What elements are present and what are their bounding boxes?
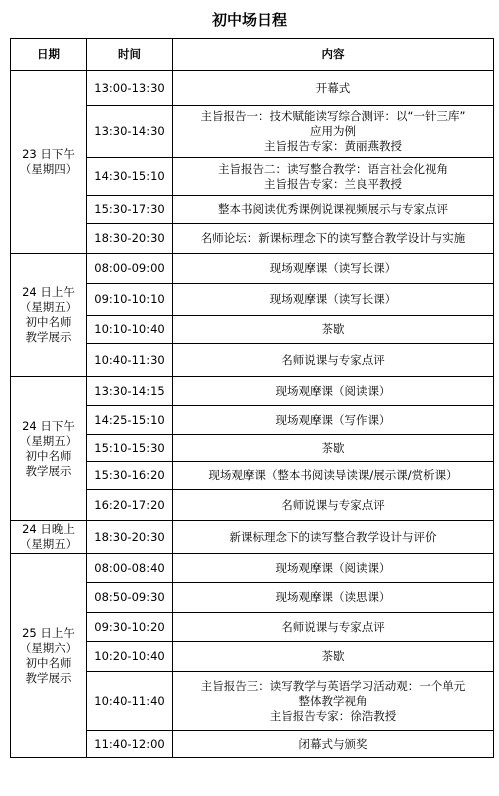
day-line: （星期六） bbox=[19, 640, 78, 655]
day-line: 教学展示 bbox=[25, 463, 72, 478]
day-line: 23 日下午 bbox=[22, 147, 75, 161]
schedule-row bbox=[11, 377, 494, 406]
content-cell bbox=[173, 462, 494, 490]
content-line: 应用为例 bbox=[310, 124, 356, 138]
content-line: 开幕式 bbox=[315, 80, 351, 95]
content-cell bbox=[173, 521, 494, 554]
header-time: 时间 bbox=[87, 39, 173, 71]
day-line: 25 日上午 bbox=[22, 625, 75, 640]
day-line: 教学展示 bbox=[25, 330, 72, 344]
day-line: 初中名师 bbox=[25, 655, 72, 670]
content-line: 现场观摩课（阅读课） bbox=[275, 560, 391, 575]
content-cell bbox=[173, 196, 494, 224]
content-cell bbox=[173, 613, 494, 642]
time-cell: 18:30-20:30 bbox=[87, 521, 173, 554]
content-line: 现场观摩课（读写长课） bbox=[269, 292, 397, 306]
content-line: 名师说课与专家点评 bbox=[281, 619, 385, 634]
page-title: 初中场日程 bbox=[211, 11, 287, 29]
day-cell bbox=[11, 521, 87, 554]
day-line: 24 日晚上 bbox=[22, 522, 75, 536]
header-content: 内容 bbox=[173, 39, 494, 71]
day-line: 24 日下午 bbox=[22, 418, 75, 433]
schedule-body bbox=[11, 71, 494, 758]
time-cell: 13:00-13:30 bbox=[87, 71, 173, 106]
content-cell bbox=[173, 583, 494, 613]
content-line: 新课标理念下的读写整合教学设计与评价 bbox=[229, 529, 437, 544]
content-line: 茶歇 bbox=[321, 649, 345, 663]
content-cell bbox=[173, 158, 494, 196]
schedule-row bbox=[11, 554, 494, 583]
content-cell bbox=[173, 672, 494, 731]
content-cell bbox=[173, 554, 494, 583]
day-cell bbox=[11, 254, 87, 377]
content-line: 主旨报告专家：黄丽燕教授 bbox=[264, 139, 402, 153]
day-line: （星期五） bbox=[19, 433, 78, 448]
content-line: 现场观摩课（整本书阅读导读课/展示课/赏析课） bbox=[208, 468, 458, 482]
day-line: 初中名师 bbox=[25, 315, 72, 329]
content-line: 闭幕式与颁奖 bbox=[298, 736, 368, 751]
time-cell: 13:30-14:15 bbox=[87, 377, 173, 406]
header-row bbox=[11, 39, 494, 71]
content-line: 茶歇 bbox=[321, 440, 345, 455]
header-date: 日期 bbox=[11, 39, 87, 71]
content-cell bbox=[173, 316, 494, 344]
time-cell: 11:40-12:00 bbox=[87, 731, 173, 758]
time-cell: 10:10-10:40 bbox=[87, 316, 173, 344]
content-cell bbox=[173, 254, 494, 284]
content-line: 主旨报告一：技术赋能读写综合测评：以“一针三库” bbox=[200, 109, 466, 123]
content-line: 主旨报告二：读写整合教学：语言社会化视角 bbox=[218, 161, 448, 176]
time-cell: 09:30-10:20 bbox=[87, 613, 173, 642]
time-cell: 08:50-09:30 bbox=[87, 583, 173, 613]
content-cell bbox=[173, 344, 494, 377]
content-cell bbox=[173, 490, 494, 521]
content-cell bbox=[173, 642, 494, 672]
time-cell: 15:10-15:30 bbox=[87, 435, 173, 462]
time-cell: 09:10-10:10 bbox=[87, 284, 173, 316]
time-cell: 13:30-14:30 bbox=[87, 106, 173, 158]
content-line: 名师论坛：新课标理念下的读写整合教学设计与实施 bbox=[200, 231, 466, 245]
time-cell: 10:40-11:40 bbox=[87, 672, 173, 731]
time-cell: 14:25-15:10 bbox=[87, 406, 173, 435]
content-line: 整体教学视角 bbox=[298, 693, 368, 708]
day-line: 24 日上午 bbox=[22, 285, 75, 299]
content-cell bbox=[173, 106, 494, 158]
content-line: 整本书阅读优秀课例说课视频展示与专家点评 bbox=[218, 202, 448, 216]
content-cell bbox=[173, 406, 494, 435]
content-cell bbox=[173, 435, 494, 462]
time-cell: 15:30-16:20 bbox=[87, 462, 173, 490]
content-cell bbox=[173, 284, 494, 316]
content-line: 名师说课与专家点评 bbox=[281, 497, 385, 512]
content-line: 主旨报告专家：兰良平教授 bbox=[264, 176, 402, 191]
content-line: 名师说课与专家点评 bbox=[281, 352, 385, 367]
time-cell: 10:20-10:40 bbox=[87, 642, 173, 672]
content-cell bbox=[173, 224, 494, 254]
schedule-row bbox=[11, 521, 494, 554]
day-cell bbox=[11, 377, 87, 521]
time-cell: 08:00-08:40 bbox=[87, 554, 173, 583]
content-line: 主旨报告专家：徐浩教授 bbox=[269, 708, 397, 723]
content-line: 茶歇 bbox=[321, 322, 345, 336]
time-cell: 08:00-09:00 bbox=[87, 254, 173, 284]
content-line: 现场观摩课（写作课） bbox=[275, 412, 391, 427]
content-cell bbox=[173, 71, 494, 106]
schedule-row bbox=[11, 254, 494, 284]
day-cell bbox=[11, 71, 87, 254]
time-cell: 18:30-20:30 bbox=[87, 224, 173, 254]
time-cell: 14:30-15:10 bbox=[87, 158, 173, 196]
time-cell: 10:40-11:30 bbox=[87, 344, 173, 377]
day-line: （星期五） bbox=[19, 300, 78, 314]
time-cell: 15:30-17:30 bbox=[87, 196, 173, 224]
content-line: 现场观摩课（读思课） bbox=[275, 590, 391, 604]
day-line: （星期四） bbox=[19, 162, 78, 176]
content-line: 主旨报告三：读写教学与英语学习活动观：一个单元 bbox=[200, 678, 466, 693]
day-line: 教学展示 bbox=[25, 670, 72, 685]
day-cell bbox=[11, 554, 87, 758]
day-line: 初中名师 bbox=[25, 448, 72, 463]
content-cell bbox=[173, 377, 494, 406]
schedule-row bbox=[11, 71, 494, 106]
time-cell: 16:20-17:20 bbox=[87, 490, 173, 521]
content-cell bbox=[173, 731, 494, 758]
content-line: 现场观摩课（阅读课） bbox=[275, 383, 391, 398]
schedule-table bbox=[10, 38, 494, 758]
day-line: （星期五） bbox=[19, 537, 78, 551]
content-line: 现场观摩课（读写长课） bbox=[269, 261, 397, 275]
